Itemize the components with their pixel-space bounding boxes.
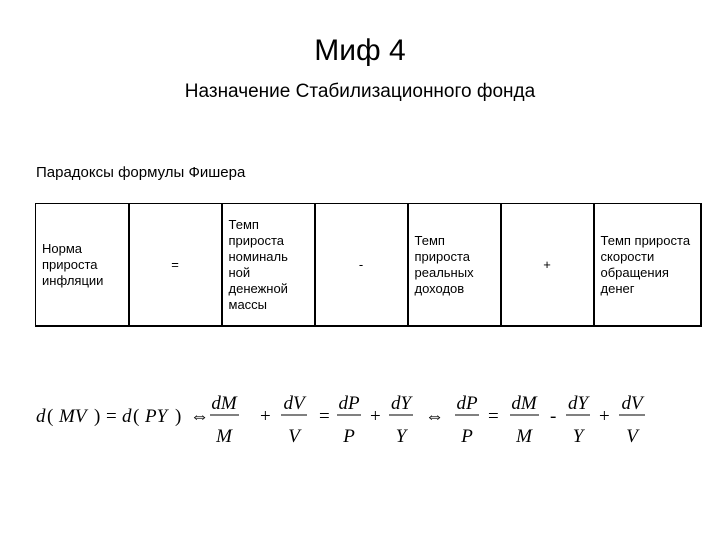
frac-dV2-den: V [626, 426, 638, 447]
formula-paren-open-1: ( [47, 406, 54, 427]
frac-dM2-num: dM [511, 393, 537, 414]
slide-title: Миф 4 [314, 34, 406, 67]
formula-eq-2: = [319, 406, 330, 427]
formula-paren-open-2: ( [133, 406, 140, 427]
formula-eq-3: = [488, 406, 499, 427]
formula-equiv-1: ⇔ [190, 406, 209, 427]
frac-dP2-den: P [461, 426, 473, 447]
frac-dP2-num: dP [456, 393, 478, 414]
frac-dY-den: Y [395, 426, 407, 447]
frac-dY2-num: dY [567, 393, 589, 414]
frac-dV-num: dV [283, 393, 305, 414]
table-row [36, 204, 701, 327]
formula-paren-close-2: ) [175, 406, 182, 427]
formula-plus-1: + [260, 406, 271, 427]
frac-dM-num: dM [211, 393, 237, 414]
formula-MV: MV [59, 406, 87, 427]
cell-minus: - [315, 204, 408, 327]
section-title: Парадоксы формулы Фишера [36, 164, 246, 181]
cell-money-supply: Темп прироста номиналь ной денежной массы [222, 204, 315, 327]
cell-velocity: Темп прироста скорости обращения денег [594, 204, 701, 327]
frac-dY-num: dY [390, 393, 412, 414]
frac-dP-den: P [343, 426, 355, 447]
frac-dV-den: V [288, 426, 300, 447]
slide-subtitle: Назначение Стабилизационного фонда [184, 81, 536, 102]
cell-real-income: Темп прироста реальных доходов [408, 204, 501, 327]
formula-d1: d [36, 406, 46, 427]
fisher-formula [30, 382, 690, 462]
formula-plus-3: + [599, 406, 610, 427]
formula-d2: d [122, 406, 132, 427]
frac-dM2-den: M [516, 426, 532, 447]
formula-plus-2: + [370, 406, 381, 427]
cell-inflation: Норма прироста инфляции [36, 204, 129, 327]
formula-equiv-2: ⇔ [425, 406, 444, 427]
cell-equals: = [129, 204, 222, 327]
frac-dV2-num: dV [621, 393, 643, 414]
fisher-table [35, 203, 702, 327]
frac-dP-num: dP [338, 393, 360, 414]
formula-minus: - [550, 406, 557, 427]
formula-paren-close-1: ) [94, 406, 101, 427]
cell-plus: + [501, 204, 594, 327]
frac-dY2-den: Y [572, 426, 584, 447]
formula-eq-1: = [106, 406, 117, 427]
formula-PY: PY [145, 406, 168, 427]
frac-dM-den: M [216, 426, 232, 447]
